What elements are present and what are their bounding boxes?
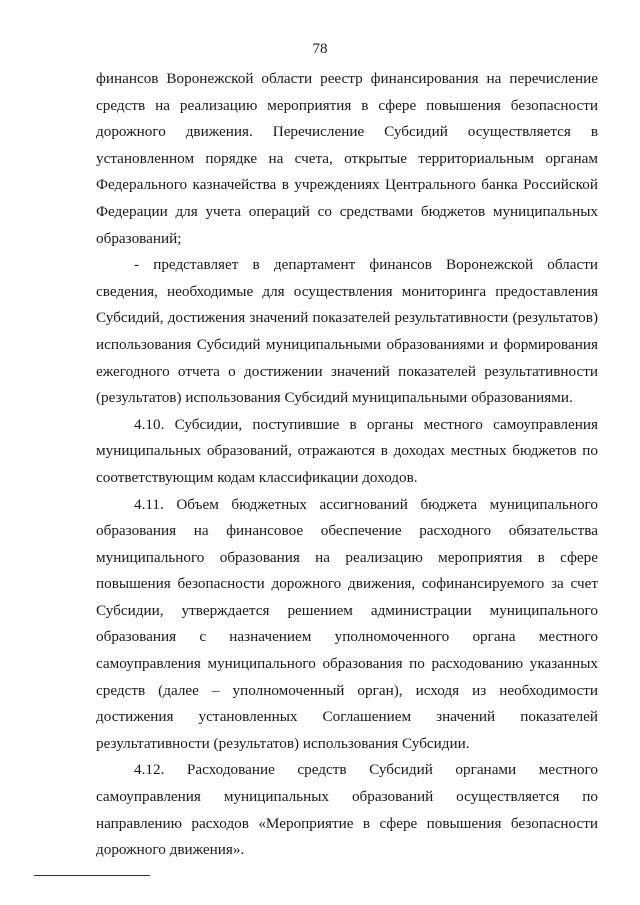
paragraph-list-item: - представляет в департамент финансов Воронежской области сведения, необходимые для осуществления мониторинга предоставления Субсидий, достижения значений показателей результативности (результатов) использования Субсидий муниципальными образованиями и формирования ежегодного отчета о достижении значений показателей результативности (результатов) использования Субсидий муниципальными образованиями. [96, 256, 598, 407]
paragraph-4-11: 4.11. Объем бюджетных ассигнований бюджета муниципального образования на финансовое обеспечение расходного обязательства муниципального образования на реализацию мероприятия в сфере повышения безопасности дорожного движения, софинансируемого за счет Субсидии, утверждается решением администрации муниципального образования с назначением уполномоченного органа местного самоуправления муниципального образования по расходованию указанных средств (далее – уполномоченный орган), исходя из необходимости достижения установленных Соглашением значений показателей результативности (результатов) использования Субсидии. [96, 495, 598, 752]
paragraph-4-10: 4.10. Субсидии, поступившие в органы местного самоуправления муниципальных образований, отражаются в доходах местных бюджетов по соответствующим кодам классификации доходов. [96, 415, 598, 486]
page-number: 78 [312, 41, 328, 57]
paragraph-4-12: 4.12. Расходование средств Субсидий органами местного самоуправления муниципальных образований осуществляется по направлению расходов «Мероприятие в сфере повышения безопасности дорожного движения». [96, 761, 598, 859]
paragraph-continuation: финансов Воронежской области реестр финансирования на перечисление средств на реализацию мероприятия в сфере повышения безопасности дорожного движения. Перечисление Субсидий осуществляется в установленном порядке на счета, открытые территориальным органам Федерального казначейства в учреждениях Центрального банка Российской Федерации для учета операций со средствами бюджетов муниципальных образований; [96, 70, 598, 247]
footnote-divider [34, 875, 150, 876]
document-body [96, 66, 598, 864]
